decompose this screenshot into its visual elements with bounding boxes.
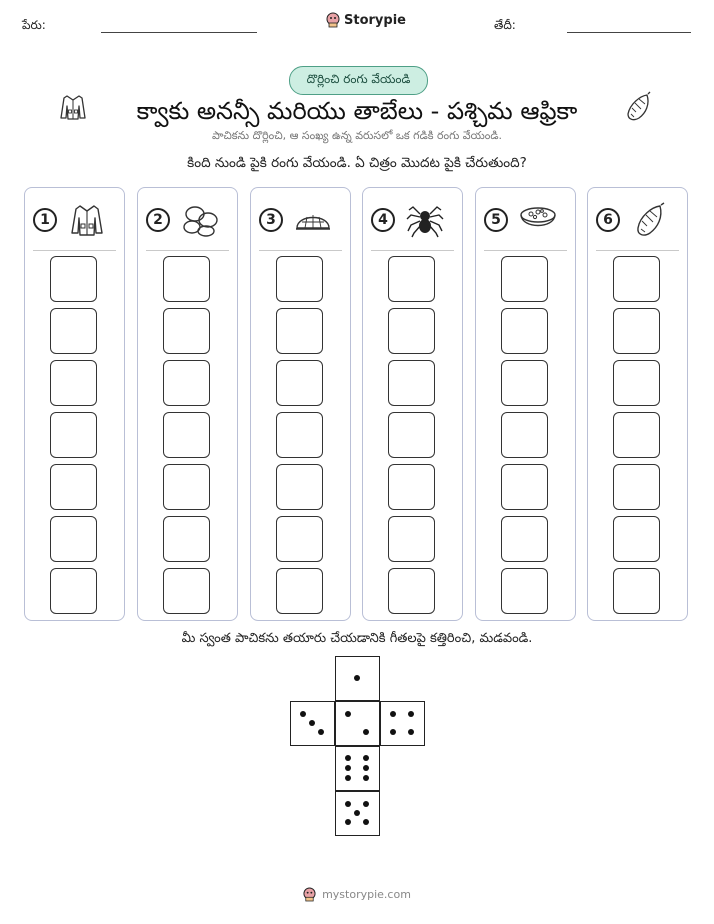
column-1 xyxy=(24,187,125,621)
die-face-1 xyxy=(335,656,380,701)
stones-icon xyxy=(180,202,220,238)
die-face-5 xyxy=(335,791,380,836)
color-box[interactable] xyxy=(276,412,323,458)
footer-url[interactable]: mystorypie.com xyxy=(322,888,411,901)
date-label: తేదీ: xyxy=(494,18,516,32)
spider-icon xyxy=(405,202,445,238)
color-box[interactable] xyxy=(388,412,435,458)
color-box[interactable] xyxy=(163,360,210,406)
color-box[interactable] xyxy=(388,464,435,510)
color-box[interactable] xyxy=(50,412,97,458)
brand-logo xyxy=(326,12,406,28)
storypie-mascot-icon xyxy=(303,887,316,902)
color-box[interactable] xyxy=(388,568,435,614)
column-2 xyxy=(137,187,238,621)
color-box[interactable] xyxy=(163,308,210,354)
color-box[interactable] xyxy=(50,568,97,614)
color-box[interactable] xyxy=(276,360,323,406)
column-3 xyxy=(250,187,351,621)
color-box[interactable] xyxy=(163,256,210,302)
pine-cone-icon xyxy=(630,202,670,238)
color-box[interactable] xyxy=(501,568,548,614)
color-box[interactable] xyxy=(163,412,210,458)
color-box[interactable] xyxy=(501,360,548,406)
pine-cone-icon xyxy=(622,90,656,124)
color-box[interactable] xyxy=(50,360,97,406)
color-box[interactable] xyxy=(50,464,97,510)
turtle-shell-icon xyxy=(293,202,333,238)
color-box[interactable] xyxy=(276,308,323,354)
instruction-text: కింది నుండి పైకి రంగు వేయండి. ఏ చిత్రం మొదట పైకి చేరుతుంది? xyxy=(187,155,527,171)
die-face-4 xyxy=(380,701,425,746)
column-5 xyxy=(475,187,576,621)
color-box[interactable] xyxy=(613,360,660,406)
die-face-6 xyxy=(335,746,380,791)
color-box[interactable] xyxy=(50,256,97,302)
page-title: క్వాకు అనన్సీ మరియు తాబేలు - పశ్చిమ ఆఫ్రికా xyxy=(136,97,578,125)
column-number: 1 xyxy=(33,208,57,232)
jacket-icon xyxy=(67,202,107,238)
column-number: 5 xyxy=(484,208,508,232)
color-box[interactable] xyxy=(388,308,435,354)
color-box[interactable] xyxy=(501,412,548,458)
column-4 xyxy=(362,187,463,621)
activity-badge: దొర్లించి రంగు వేయండి xyxy=(289,66,428,95)
color-box[interactable] xyxy=(276,516,323,562)
die-face-3 xyxy=(290,701,335,746)
date-line[interactable] xyxy=(567,32,691,33)
column-divider xyxy=(33,250,116,251)
color-box[interactable] xyxy=(50,516,97,562)
color-box[interactable] xyxy=(613,308,660,354)
color-box[interactable] xyxy=(501,256,548,302)
footer xyxy=(0,887,714,902)
color-box[interactable] xyxy=(163,568,210,614)
color-box[interactable] xyxy=(276,464,323,510)
column-divider xyxy=(484,250,567,251)
color-box[interactable] xyxy=(163,516,210,562)
column-number: 4 xyxy=(371,208,395,232)
column-number: 2 xyxy=(146,208,170,232)
page-subtitle: పాచికను దొర్లించి, ఆ సంఖ్య ఉన్న వరుసలో ఒక గడికి రంగు వేయండి. xyxy=(212,129,502,142)
column-divider xyxy=(371,250,454,251)
color-box[interactable] xyxy=(501,308,548,354)
column-6 xyxy=(587,187,688,621)
color-box[interactable] xyxy=(388,516,435,562)
color-box[interactable] xyxy=(276,256,323,302)
name-label: పేరు: xyxy=(22,18,46,32)
die-net xyxy=(290,656,425,836)
storypie-mascot-icon xyxy=(326,12,340,28)
column-divider xyxy=(596,250,679,251)
brand-name: Storypie xyxy=(344,12,406,28)
name-line[interactable] xyxy=(101,32,257,33)
die-face-2 xyxy=(335,701,380,746)
color-box[interactable] xyxy=(163,464,210,510)
color-box[interactable] xyxy=(613,568,660,614)
color-box[interactable] xyxy=(50,308,97,354)
soup-bowl-icon xyxy=(518,202,558,238)
column-number: 6 xyxy=(596,208,620,232)
color-box[interactable] xyxy=(613,256,660,302)
column-number: 3 xyxy=(259,208,283,232)
column-divider xyxy=(259,250,342,251)
color-box[interactable] xyxy=(501,464,548,510)
color-box[interactable] xyxy=(613,412,660,458)
color-box[interactable] xyxy=(276,568,323,614)
color-box[interactable] xyxy=(613,516,660,562)
color-box[interactable] xyxy=(388,360,435,406)
color-box[interactable] xyxy=(388,256,435,302)
column-divider xyxy=(146,250,229,251)
cut-instruction: మీ స్వంత పాచికను తయారు చేయడానికి గీతలపై కత్తిరించి, మడవండి. xyxy=(181,631,533,646)
color-box[interactable] xyxy=(613,464,660,510)
color-box[interactable] xyxy=(501,516,548,562)
